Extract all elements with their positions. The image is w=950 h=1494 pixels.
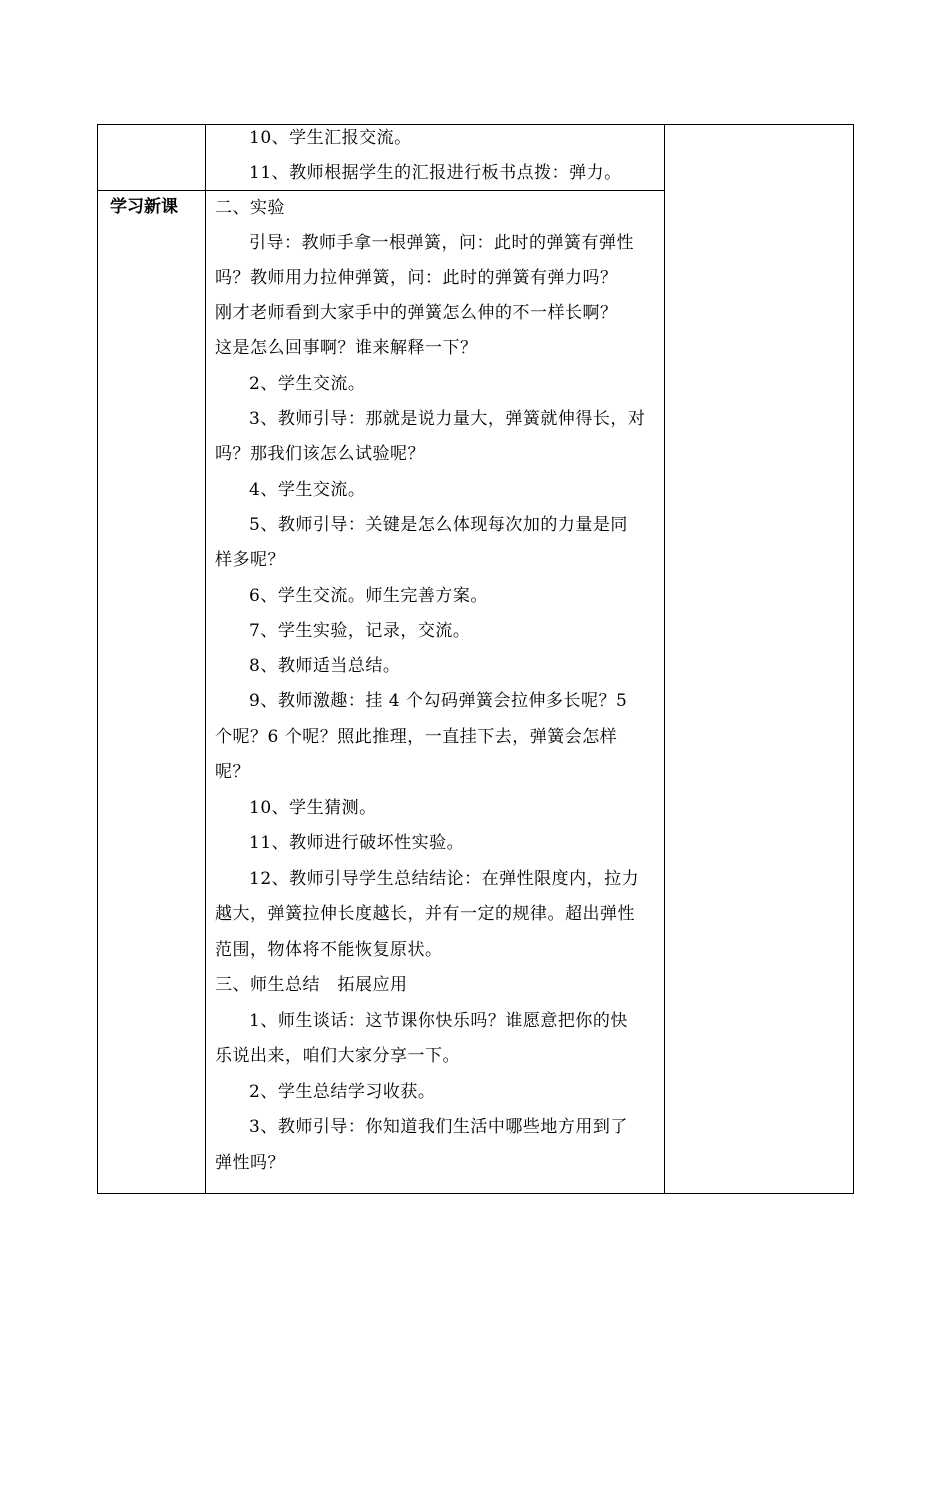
text-line: 乐说出来，咱们大家分享一下。 [215, 1046, 460, 1066]
lesson-plan-table [97, 124, 854, 1494]
text-line: 3、教师引导：你知道我们生活中哪些地方用到了 [249, 1117, 628, 1137]
text-line: 5、教师引导：关键是怎么体现每次加的力量是同 [249, 515, 628, 535]
text-line: 7、学生实验，记录，交流。 [249, 621, 471, 641]
text-line: 4、学生交流。 [249, 480, 366, 500]
text-line: 8、教师适当总结。 [249, 656, 401, 676]
text-line: 6、学生交流。师生完善方案。 [249, 586, 488, 606]
text-line: 吗？教师用力拉伸弹簧，问：此时的弹簧有弹力吗？ [215, 268, 618, 288]
text-line: 吗？那我们该怎么试验呢？ [215, 444, 425, 464]
column-divider-1 [205, 124, 206, 1194]
text-line: 越大，弹簧拉伸长度越长，并有一定的规律。超出弹性 [215, 904, 635, 924]
text-line: 9、教师激趣：挂 4 个勾码弹簧会拉伸多长呢？5 [249, 691, 628, 711]
text-line: 1、师生谈话：这节课你快乐吗？谁愿意把你的快 [249, 1011, 628, 1031]
text-line: 刚才老师看到大家手中的弹簧怎么伸的不一样长啊？ [215, 303, 618, 323]
row-divider [97, 190, 664, 191]
heading-line: 三、师生总结 拓展应用 [215, 975, 408, 995]
text-line: 10、学生汇报交流。 [249, 128, 412, 148]
text-line: 11、教师进行破坏性实验。 [249, 833, 465, 853]
text-line: 2、学生总结学习收获。 [249, 1082, 436, 1102]
text-line: 3、教师引导：那就是说力量大，弹簧就伸得长，对 [249, 409, 646, 429]
text-line: 10、学生猜测。 [249, 798, 377, 818]
text-line: 个呢？6 个呢？照此推理，一直挂下去，弹簧会怎样 [215, 727, 618, 747]
text-line: 范围，物体将不能恢复原状。 [215, 940, 443, 960]
text-line: 2、学生交流。 [249, 374, 366, 394]
text-line: 呢？ [215, 762, 250, 782]
text-line: 弹性吗？ [215, 1153, 285, 1173]
column-divider-2 [664, 124, 665, 1194]
section-label: 学习新课 [110, 197, 178, 217]
text-line: 12、教师引导学生总结结论：在弹性限度内，拉力 [249, 869, 640, 889]
text-line: 这是怎么回事啊？谁来解释一下？ [215, 338, 478, 358]
text-line: 11、教师根据学生的汇报进行板书点拨：弹力。 [249, 163, 622, 183]
text-line: 引导：教师手拿一根弹簧，问：此时的弹簧有弹性 [249, 233, 634, 253]
heading-line: 二、实验 [215, 198, 285, 218]
text-line: 样多呢？ [215, 550, 285, 570]
